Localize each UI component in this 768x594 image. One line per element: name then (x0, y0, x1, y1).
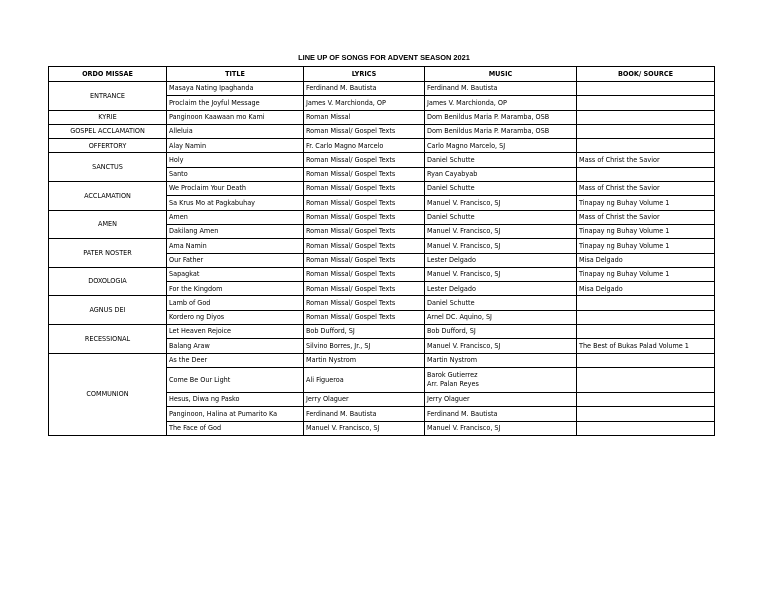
music-cell (425, 196, 577, 210)
lyrics-cell: Roman Missal/ Gospel Texts (304, 239, 425, 253)
lyrics-cell: James V. Marchionda, OP (304, 96, 425, 110)
lyrics-cell: Jerry Olaguer (304, 392, 425, 406)
music-cell (425, 367, 577, 392)
music-cell (425, 253, 577, 267)
table-row (49, 353, 715, 367)
header-title: TITLE (167, 67, 304, 82)
lyrics-cell: Roman Missal/ Gospel Texts (304, 153, 425, 167)
lyrics-cell: Roman Missal/ Gospel Texts (304, 310, 425, 324)
music-cell (425, 339, 577, 353)
lyrics-cell: Fr. Carlo Magno Marcelo (304, 139, 425, 153)
title-cell: Amen (167, 210, 304, 224)
music-cell (425, 353, 577, 367)
music-credit: Lester Delgado (427, 254, 476, 264)
title-cell: The Face of God (167, 421, 304, 435)
ordo-missae-cell: RECESSIONAL (49, 325, 167, 354)
music-cell (425, 392, 577, 406)
music-cell (425, 310, 577, 324)
songs-table (48, 66, 715, 436)
book-source-cell (577, 310, 715, 324)
book-source-cell: Mass of Christ the Savior (577, 182, 715, 196)
lyrics-cell: Roman Missal/ Gospel Texts (304, 282, 425, 296)
music-credit: Dom Benildus Maria P. Maramba, OSB (427, 126, 550, 136)
lyrics-cell: Bob Dufford, SJ (304, 325, 425, 339)
title-cell: Our Father (167, 253, 304, 267)
title-cell: Alay Namin (167, 139, 304, 153)
title-cell: Let Heaven Rejoice (167, 325, 304, 339)
book-source-cell: Tinapay ng Buhay Volume 1 (577, 267, 715, 281)
music-credit: Daniel Schutte (427, 154, 475, 164)
ordo-missae-cell: ENTRANCE (49, 82, 167, 111)
ordo-missae-cell: DOXOLOGIA (49, 267, 167, 296)
book-source-cell (577, 110, 715, 124)
book-source-cell: Tinapay ng Buhay Volume 1 (577, 224, 715, 238)
music-credit: Arnel DC. Aquino, SJ (427, 312, 492, 322)
table-row (49, 267, 715, 281)
music-credit: Daniel Schutte (427, 183, 475, 193)
music-credit: Manuel V. Francisco, SJ (427, 269, 501, 279)
lyrics-cell: Roman Missal/ Gospel Texts (304, 224, 425, 238)
book-source-cell (577, 167, 715, 181)
book-source-cell (577, 296, 715, 310)
header-music: MUSIC (425, 67, 577, 82)
book-source-cell: Misa Delgado (577, 282, 715, 296)
music-credit: Manuel V. Francisco, SJ (427, 197, 501, 207)
table-row (49, 124, 715, 138)
book-source-cell: Mass of Christ the Savior (577, 210, 715, 224)
lyrics-cell: Roman Missal/ Gospel Texts (304, 124, 425, 138)
music-cell (425, 110, 577, 124)
book-source-cell (577, 407, 715, 421)
music-credit: Daniel Schutte (427, 297, 475, 307)
table-row (49, 182, 715, 196)
header-row (49, 67, 715, 82)
music-cell (425, 124, 577, 138)
lyrics-cell: Roman Missal/ Gospel Texts (304, 267, 425, 281)
table-row (49, 325, 715, 339)
lyrics-cell: Ferdinand M. Bautista (304, 407, 425, 421)
book-source-cell (577, 124, 715, 138)
title-cell: Lamb of God (167, 296, 304, 310)
ordo-missae-cell: AMEN (49, 210, 167, 239)
ordo-missae-cell: GOSPEL ACCLAMATION (49, 124, 167, 138)
book-source-cell (577, 367, 715, 392)
title-cell: We Proclaim Your Death (167, 182, 304, 196)
music-cell (425, 282, 577, 296)
lyrics-cell: Roman Missal (304, 110, 425, 124)
book-source-cell: Misa Delgado (577, 253, 715, 267)
title-cell: Come Be Our Light (167, 367, 304, 392)
title-cell: Sa Krus Mo at Pagkabuhay (167, 196, 304, 210)
title-cell: Holy (167, 153, 304, 167)
music-cell (425, 239, 577, 253)
table-row (49, 110, 715, 124)
music-cell (425, 407, 577, 421)
lyrics-cell: Ali Figueroa (304, 367, 425, 392)
music-cell (425, 224, 577, 238)
header-lyrics: LYRICS (304, 67, 425, 82)
music-credit: James V. Marchionda, OP (427, 97, 507, 107)
title-cell: Sapagkat (167, 267, 304, 281)
music-credit: Bob Dufford, SJ (427, 326, 476, 336)
table-row (49, 153, 715, 167)
book-source-cell: Tinapay ng Buhay Volume 1 (577, 239, 715, 253)
songs-table-body (49, 82, 715, 436)
music-credit: Dom Benildus Maria P. Maramba, OSB (427, 111, 550, 121)
title-cell: For the Kingdom (167, 282, 304, 296)
ordo-missae-cell: PATER NOSTER (49, 239, 167, 268)
music-cell (425, 210, 577, 224)
music-credit: Manuel V. Francisco, SJ (427, 240, 501, 250)
table-row (49, 82, 715, 96)
music-credit: Jerry Olaguer (427, 394, 470, 404)
title-cell: Ama Namin (167, 239, 304, 253)
book-source-cell: Tinapay ng Buhay Volume 1 (577, 196, 715, 210)
title-cell: Dakilang Amen (167, 224, 304, 238)
title-cell: Masaya Nating Ipaghanda (167, 82, 304, 96)
music-cell (425, 182, 577, 196)
header-ordo-missae: ORDO MISSAE (49, 67, 167, 82)
title-cell: Balang Araw (167, 339, 304, 353)
ordo-missae-cell: AGNUS DEI (49, 296, 167, 325)
lyrics-cell: Roman Missal/ Gospel Texts (304, 296, 425, 310)
lyrics-cell: Silvino Borres, Jr., SJ (304, 339, 425, 353)
table-row (49, 139, 715, 153)
music-credit: Ryan Cayabyab (427, 169, 478, 179)
music-cell (425, 325, 577, 339)
music-cell (425, 167, 577, 181)
header-book-source: BOOK/ SOURCE (577, 67, 715, 82)
table-row (49, 239, 715, 253)
title-cell: As the Deer (167, 353, 304, 367)
music-cell (425, 267, 577, 281)
music-cell (425, 139, 577, 153)
table-row (49, 210, 715, 224)
music-credit: Manuel V. Francisco, SJ (427, 226, 501, 236)
lyrics-cell: Roman Missal/ Gospel Texts (304, 167, 425, 181)
music-credit: Ferdinand M. Bautista (427, 83, 498, 93)
lyrics-cell: Roman Missal/ Gospel Texts (304, 253, 425, 267)
music-credit: Lester Delgado (427, 283, 476, 293)
music-cell (425, 96, 577, 110)
title-cell: Panginoon, Halina at Pumarito Ka (167, 407, 304, 421)
book-source-cell (577, 353, 715, 367)
book-source-cell: The Best of Bukas Palad Volume 1 (577, 339, 715, 353)
lyrics-cell: Manuel V. Francisco, SJ (304, 421, 425, 435)
music-credit: Carlo Magno Marcelo, SJ (427, 140, 506, 150)
title-cell: Kordero ng Diyos (167, 310, 304, 324)
book-source-cell (577, 96, 715, 110)
music-cell (425, 421, 577, 435)
ordo-missae-cell: COMMUNION (49, 353, 167, 435)
ordo-missae-cell: ACCLAMATION (49, 182, 167, 211)
music-credit: Ferdinand M. Bautista (427, 408, 498, 418)
title-cell: Santo (167, 167, 304, 181)
music-credit: Daniel Schutte (427, 212, 475, 222)
music-credit: Martin Nystrom (427, 354, 477, 364)
music-cell (425, 82, 577, 96)
lyrics-cell: Roman Missal/ Gospel Texts (304, 196, 425, 210)
book-source-cell (577, 139, 715, 153)
lyrics-cell: Ferdinand M. Bautista (304, 82, 425, 96)
book-source-cell: Mass of Christ the Savior (577, 153, 715, 167)
music-credit: Manuel V. Francisco, SJ (427, 422, 501, 432)
table-row (49, 296, 715, 310)
title-cell: Proclaim the Joyful Message (167, 96, 304, 110)
book-source-cell (577, 392, 715, 406)
title-cell: Hesus, Diwa ng Pasko (167, 392, 304, 406)
title-cell: Panginoon Kaawaan mo Kami (167, 110, 304, 124)
music-credit: Barok Gutierrez (427, 370, 478, 380)
music-cell (425, 296, 577, 310)
title-cell: Alleluia (167, 124, 304, 138)
document-title: LINE UP OF SONGS FOR ADVENT SEASON 2021 (298, 53, 470, 62)
ordo-missae-cell: KYRIE (49, 110, 167, 124)
book-source-cell (577, 421, 715, 435)
ordo-missae-cell: SANCTUS (49, 153, 167, 182)
music-cell (425, 153, 577, 167)
lyrics-cell: Roman Missal/ Gospel Texts (304, 210, 425, 224)
lyrics-cell: Roman Missal/ Gospel Texts (304, 182, 425, 196)
book-source-cell (577, 82, 715, 96)
book-source-cell (577, 325, 715, 339)
lyrics-cell: Martin Nystrom (304, 353, 425, 367)
music-credit: Arr. Palan Reyes (427, 378, 479, 388)
ordo-missae-cell: OFFERTORY (49, 139, 167, 153)
music-credit: Manuel V. Francisco, SJ (427, 340, 501, 350)
